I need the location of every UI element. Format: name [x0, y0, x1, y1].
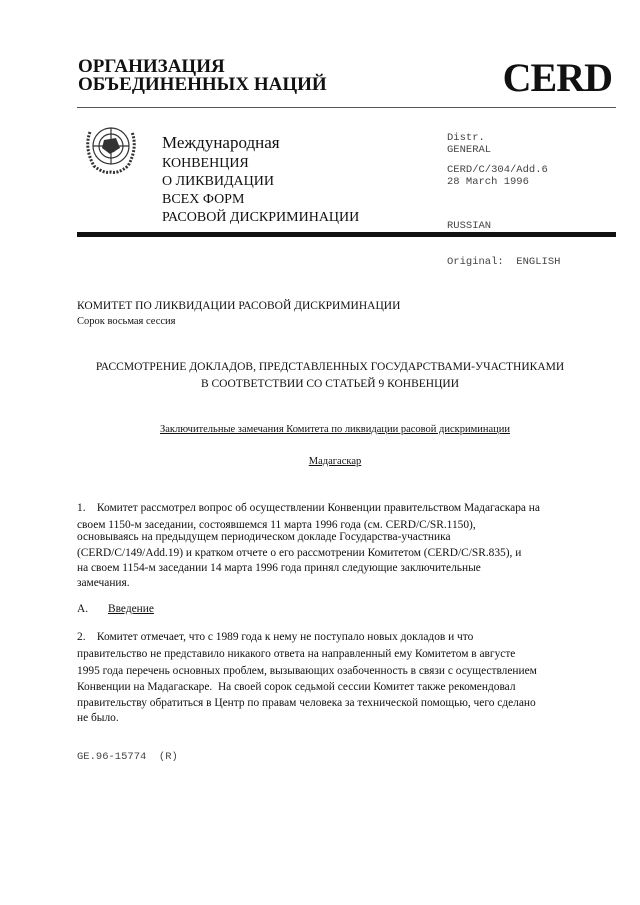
distr-value: GENERAL — [447, 144, 492, 156]
committee-name: КОМИТЕТ ПО ЛИКВИДАЦИИ РАСОВОЙ ДИСКРИМИНАЦИИ — [77, 300, 401, 312]
document-symbol: CERD/C/304/Add.6 — [447, 164, 548, 176]
paragraph-2-line: Конвенции на Мадагаскаре. На своей сорок седьмой сессии Комитет также рекомендовал — [77, 681, 516, 693]
distr-label: Distr. — [447, 132, 485, 144]
title-line-2: В СООТВЕТСТВИИ СО СТАТЬЕЙ 9 КОНВЕНЦИИ — [200, 378, 460, 390]
paragraph-2-line: 2. Комитет отмечает, что с 1989 года к нему не поступало новых докладов и что — [77, 631, 474, 643]
language-info — [447, 196, 560, 292]
original-language: Original: ENGLISH — [447, 256, 561, 268]
paragraph-2-line: правительству обратиться в Центр по правам человека за технической помощью, чего сделано — [77, 697, 536, 709]
country-heading: Мадагаскар — [308, 456, 362, 467]
title-line-1: РАССМОТРЕНИЕ ДОКЛАДОВ, ПРЕДСТАВЛЕННЫХ ГОСУДАРСТВАМИ-УЧАСТНИКАМИ — [95, 361, 565, 373]
cerd-logo-text: CERD — [502, 55, 612, 100]
org-line-2: ОБЪЕДИНЕННЫХ НАЦИЙ — [78, 74, 327, 95]
convention-line: КОНВЕНЦИЯ — [162, 156, 249, 171]
convention-line: Международная — [162, 133, 280, 152]
un-emblem-icon — [80, 118, 142, 178]
document-symbol-date — [447, 164, 548, 188]
convention-line: РАСОВОЙ ДИСКРИМИНАЦИИ — [162, 210, 360, 225]
paragraph-1-line: (CERD/C/149/Add.19) и кратком отчете о его рассмотрении Комитетом (CERD/C/SR.835), и — [77, 547, 522, 559]
session: Сорок восьмая сессия — [77, 316, 176, 327]
section-a-number: A. — [77, 603, 89, 615]
job-number: GE.96-15774 (R) — [77, 751, 178, 763]
paragraph-1-line: на своем 1154-м заседании 14 марта 1996 года принял следующие заключительные — [77, 562, 481, 574]
distribution — [447, 132, 491, 156]
language: RUSSIAN — [447, 220, 492, 232]
thick-divider — [77, 232, 616, 237]
paragraph-1-line: своем 1150-м заседании, состоявшемся 11 марта 1996 года (см. CERD/C/SR.1150), — [77, 519, 476, 531]
organization-name — [78, 58, 327, 94]
paragraph-2-line: правительство не представило никакого ответа на направленный ему Комитетом в августе — [77, 648, 516, 660]
paragraph-2-line: 1995 года перечень основных проблем, вызывающих озабоченность в связи с осуществлением — [77, 665, 537, 677]
paragraph-2-line: не было. — [77, 712, 119, 724]
paragraph-1-line: 1. Комитет рассмотрел вопрос об осуществлении Конвенции правительством Мадагаскара на — [77, 502, 540, 514]
subtitle: Заключительные замечания Комитета по ликвидации расовой дискриминации — [159, 424, 511, 435]
section-a-title: Введение — [108, 603, 154, 615]
divider — [77, 107, 616, 108]
convention-line: ВСЕХ ФОРМ — [162, 192, 245, 207]
paragraph-1-line: основываясь на предыдущем периодическом докладе Государства-участника — [77, 531, 451, 543]
document-date: 28 March 1996 — [447, 176, 529, 188]
convention-line: О ЛИКВИДАЦИИ — [162, 174, 274, 189]
org-line-1: ОРГАНИЗАЦИЯ — [78, 56, 225, 77]
paragraph-1-line: замечания. — [77, 577, 130, 589]
